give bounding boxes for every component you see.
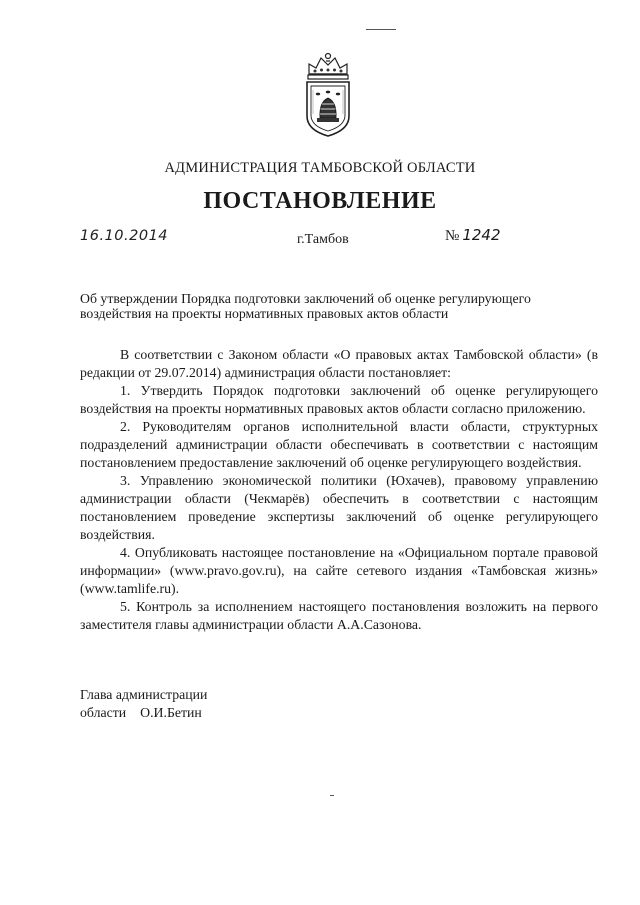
clause-paragraph: 1. Утвердить Порядок подготовки заключений об оценке регулирующего воздействия на проекты нормативных правовых актов области согласно приложению. (80, 383, 598, 416)
document-body (80, 346, 598, 634)
scan-mark (366, 29, 396, 30)
organization-name: АДМИНИСТРАЦИЯ ТАМБОВСКОЙ ОБЛАСТИ (164, 160, 476, 176)
scan-mark (330, 795, 334, 796)
clause-paragraph: 3. Управлению экономической политики (Юхачев), правовому управлению администрации области (Чекмарёв) обеспечить в соответствии с настоящим постановлением проведение экспертизы заключений об оценке регулирующего воздействия. (80, 473, 598, 542)
number-label: № (445, 228, 460, 244)
preamble-paragraph: В соответствии с Законом области «О правовых актах Тамбовской области» (в редакции от 29.07.2014) администрация области постановляет: (80, 347, 598, 380)
clause-paragraph: 5. Контроль за исполнением настоящего постановления возложить на первого заместителя главы администрации области А.А.Сазонова. (80, 599, 598, 632)
document-subject: Об утверждении Порядка подготовки заключений об оценке регулирующего воздействия на проекты нормативных правовых актов области (80, 291, 531, 321)
coat-of-arms-emblem (301, 52, 355, 138)
clause-paragraph: 2. Руководителям органов исполнительной власти области, структурных подразделений администрации области обеспечивать в соответствии с настоящим постановлением предоставление заключений об оценке регулирующего воздействия. (80, 419, 598, 470)
signature-position: Глава администрации (80, 687, 208, 702)
document-number (445, 226, 501, 245)
signatory-name: О.И.Бетин (140, 705, 202, 720)
document-date: 16.10.2014 (80, 228, 169, 244)
signature-position-cont: области (80, 705, 127, 720)
signature-line (80, 704, 207, 722)
number-value: 1242 (462, 226, 501, 244)
document-title: ПОСТАНОВЛЕНИЕ (203, 188, 437, 214)
document-city: г.Тамбов (297, 232, 349, 247)
signature-block (80, 686, 207, 722)
crown-shield-icon (301, 52, 355, 138)
clause-paragraph: 4. Опубликовать настоящее постановление на «Официальном портале правовой информации» (www.pravo.gov.ru), на сайте сетевого издания «Тамбовская жизнь» (www.tamlife.ru). (80, 545, 598, 596)
